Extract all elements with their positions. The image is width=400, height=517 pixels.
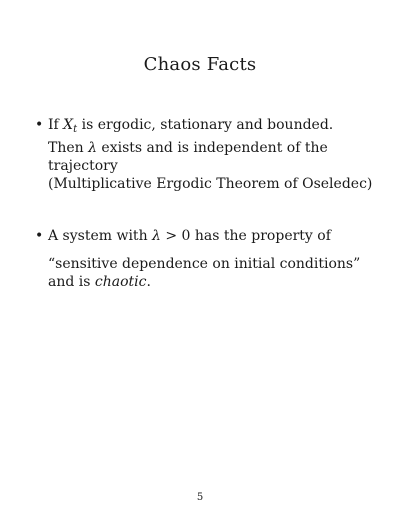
bullet-chaotic (35, 227, 388, 291)
bullet1-line4: (Multiplicative Ergodic Theorem of Oseledec) (48, 176, 373, 192)
lambda-symbol: λ (88, 140, 97, 156)
page-number: 5 (196, 492, 204, 503)
bullet1-line2: Then λ exists and is independent of the (48, 140, 328, 156)
emphasis-chaotic: chaotic (94, 274, 147, 290)
bullet-dot-icon: • (35, 117, 44, 133)
variable-x: X (63, 117, 74, 133)
bullet-dot-icon: • (35, 228, 44, 244)
bullet1-line3: trajectory (48, 158, 118, 174)
slide-title: Chaos Facts (143, 54, 257, 75)
subscript-t: t (73, 124, 78, 135)
bullet2-line1: A system with λ > 0 has the property of (48, 228, 331, 244)
bullet2-line2: “sensitive dependence on initial conditions” (48, 256, 361, 272)
lambda-symbol: λ (152, 228, 161, 244)
bullet2-line3: and is chaotic. (48, 274, 151, 290)
bullet1-line1: If $X_t$ is ergodic, stationary and bounded. (48, 117, 334, 135)
bullet-ergodic (35, 116, 388, 193)
